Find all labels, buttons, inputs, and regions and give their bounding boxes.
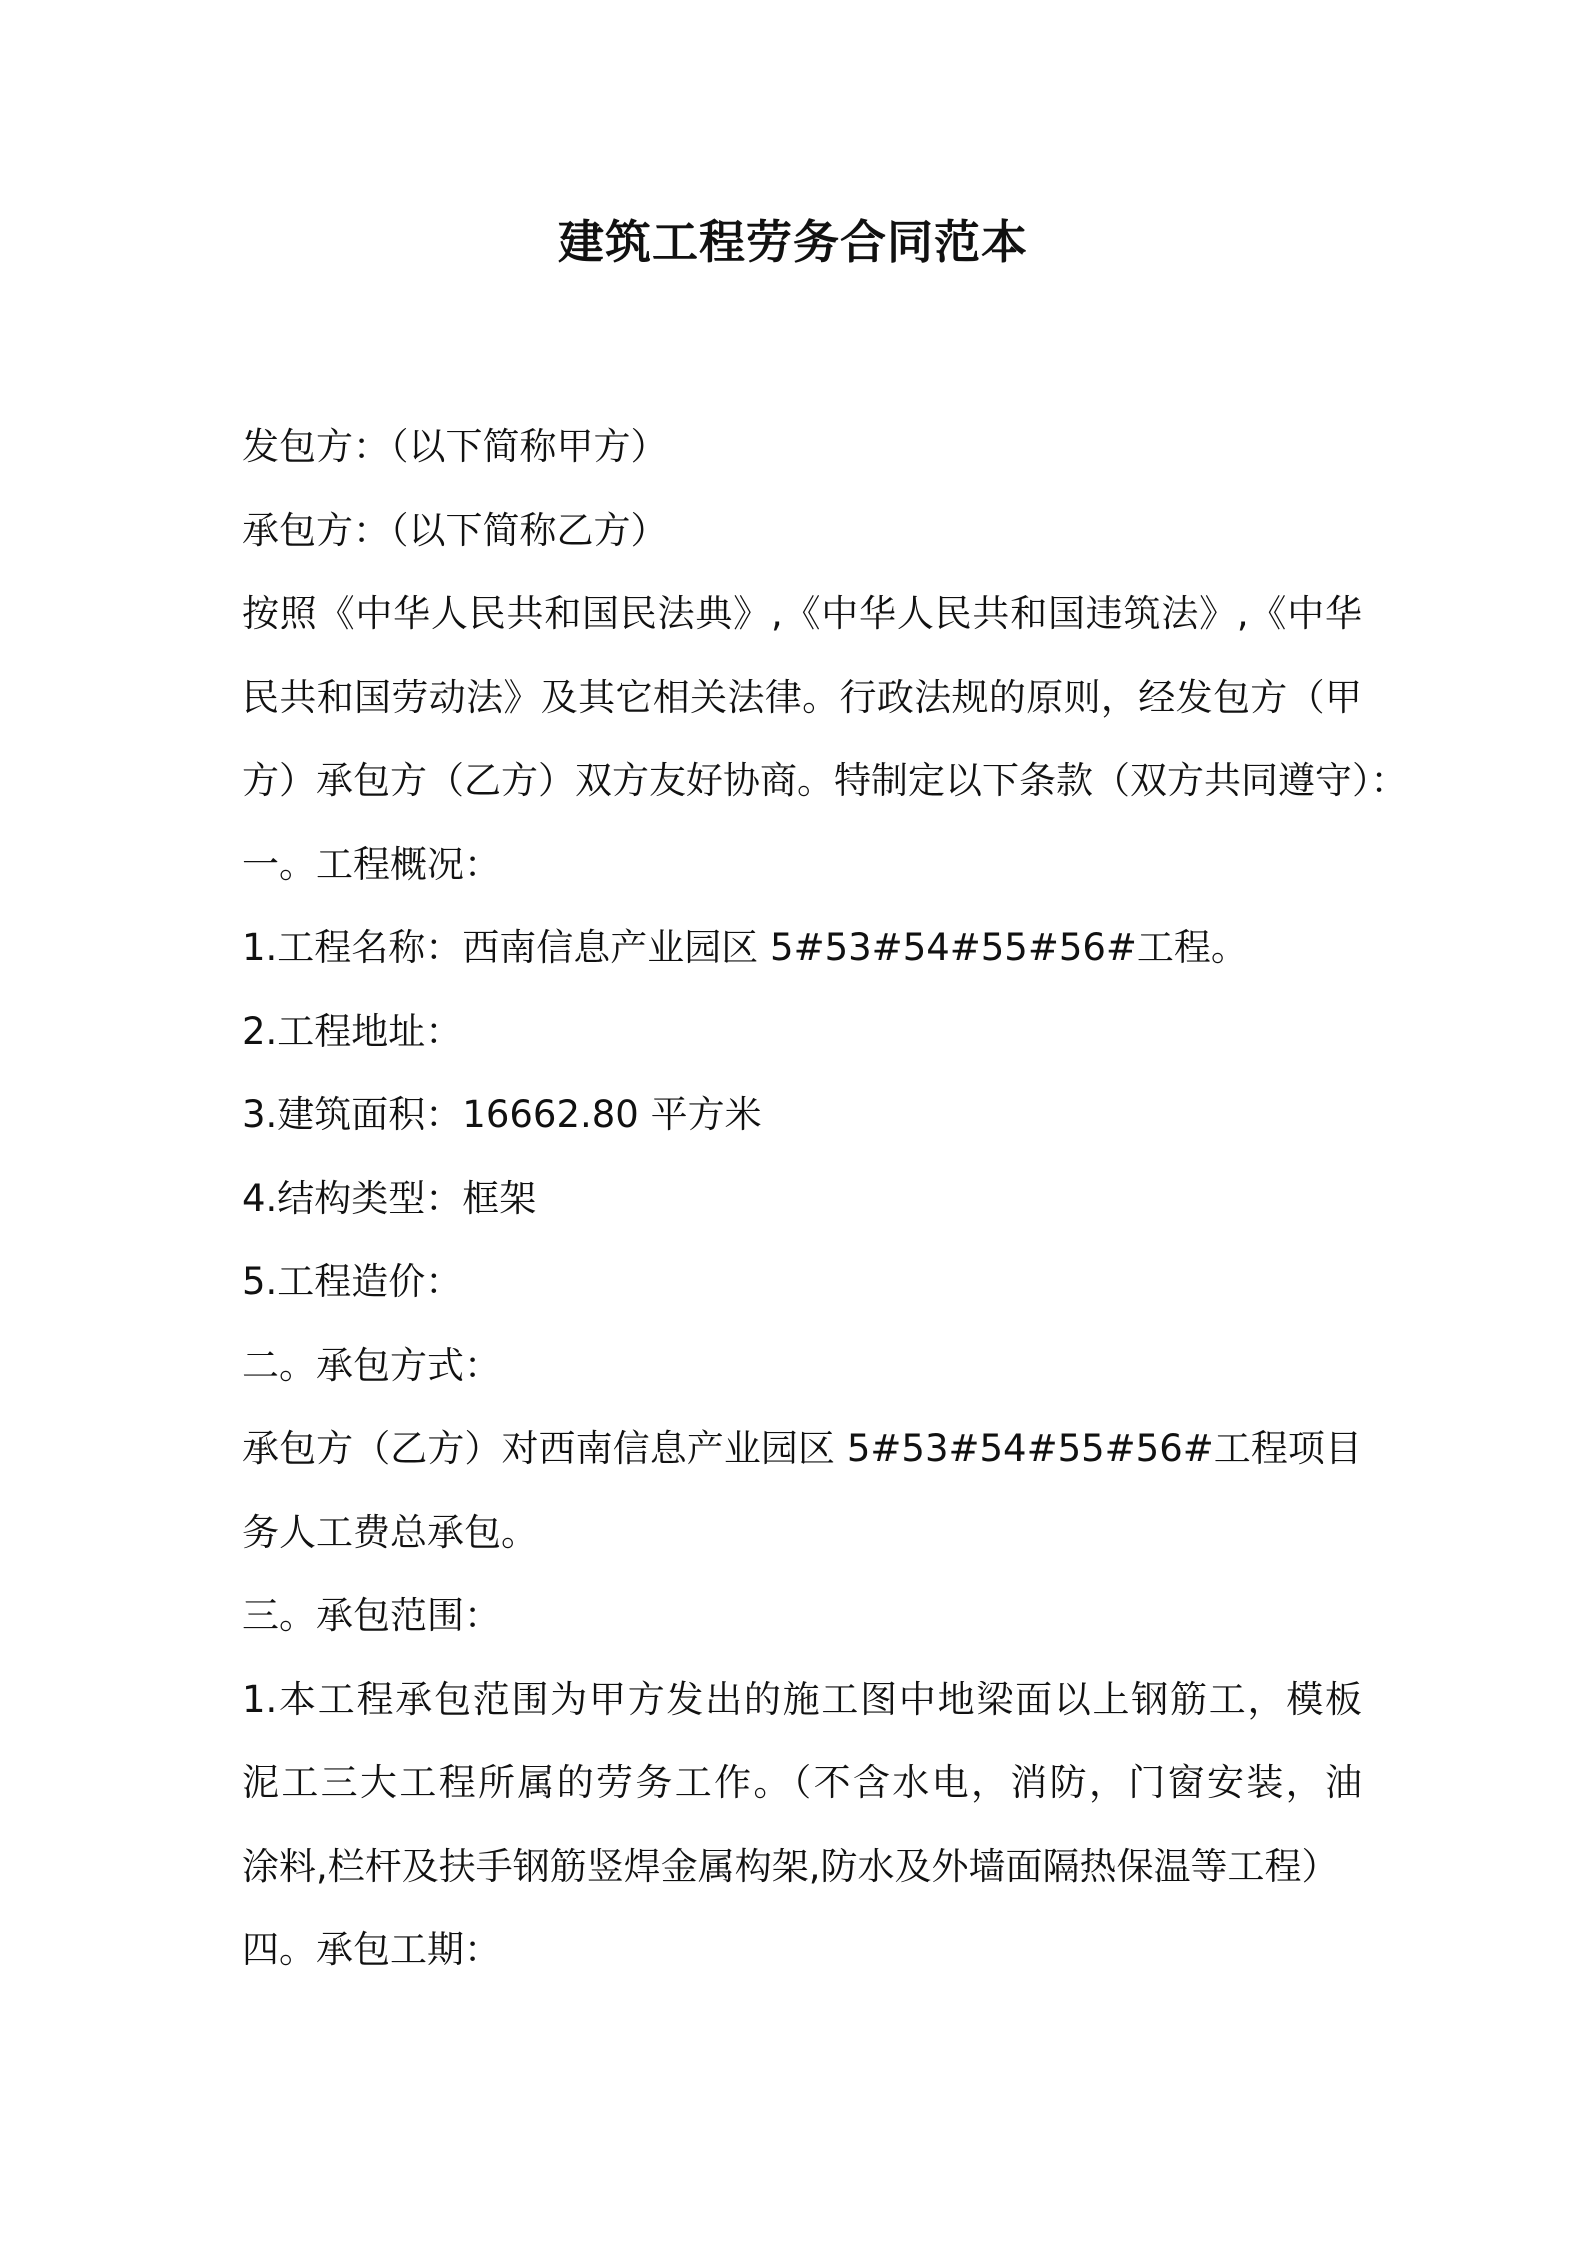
paragraph-line: 承包方（乙方）对西南信息产业园区 5#53#54#55#56#工程项目 [242,1427,1362,1470]
section-heading: 四。承包工期： [242,1928,501,1971]
document-body [242,405,1408,1992]
section-heading: 一。工程概况： [242,842,501,886]
paragraph-line: 1.工程名称：西南信息产业园区 5#53#54#55#56#工程。 [242,926,1248,969]
paragraph-line: 发包方：（以下简称甲方） [242,425,668,468]
paragraph-line: 务人工费总承包。 [242,1510,538,1554]
paragraph-line: 1.本工程承包范围为甲方发出的施工图中地梁面以上钢筋工，模板 [242,1677,1362,1721]
paragraph-line: 方）承包方（乙方）双方友好协商。特制定以下条款（双方共同遵守）： [242,759,1408,802]
paragraph-line: 5.工程造价： [242,1260,463,1303]
section-heading: 三。承包范围： [242,1594,501,1637]
paragraph-line: 承包方：（以下简称乙方） [242,508,668,552]
section-heading: 二。承包方式： [242,1343,501,1387]
paragraph-line: 3.建筑面积：16662.80 平方米 [242,1093,762,1136]
paragraph-line: 涂料,栏杆及扶手钢筋竖焊金属构架,防水及外墙面隔热保温等工程） [242,1844,1339,1888]
paragraph-line: 泥工三大工程所属的劳务工作。（不含水电，消防，门窗安装，油 [242,1761,1362,1804]
paragraph-line: 2.工程地址： [242,1009,463,1053]
paragraph-line: 4.结构类型：框架 [242,1176,537,1220]
paragraph-line: 按照《中华人民共和国民法典》,《中华人民共和国违筑法》,《中华 [242,592,1362,635]
document-title: 建筑工程劳务合同范本 [558,215,1028,269]
paragraph-line: 民共和国劳动法》及其它相关法律。行政法规的原则，经发包方（甲 [242,675,1362,719]
